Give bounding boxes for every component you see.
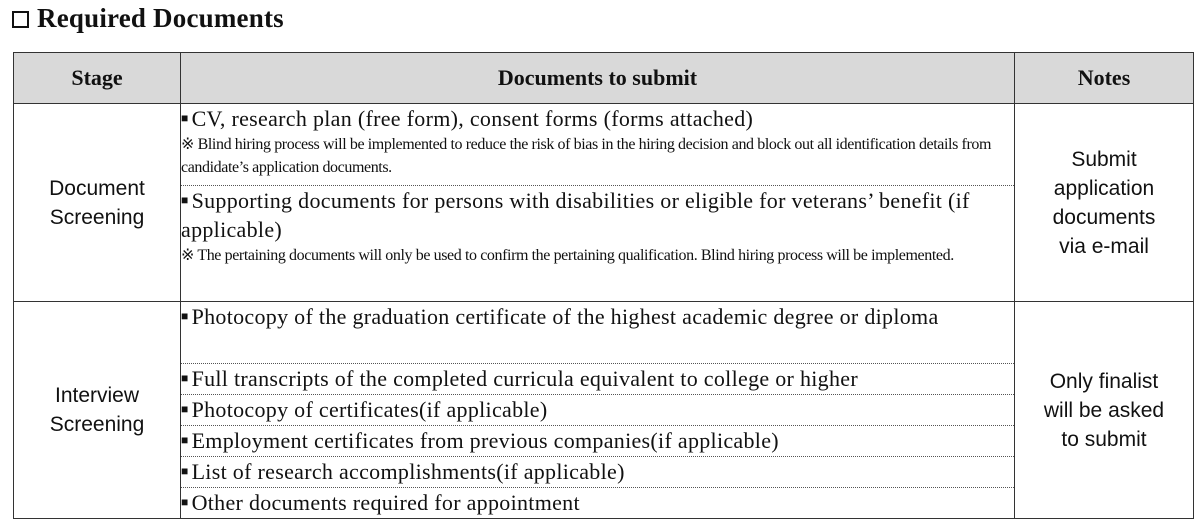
document-item	[181, 395, 1015, 426]
stage-document-screening	[14, 104, 181, 302]
table-row	[14, 302, 1194, 364]
notes-line: will be asked	[1043, 398, 1165, 422]
stage-line: Document	[49, 176, 145, 200]
document-item	[181, 426, 1015, 457]
document-item-note: ※ The pertaining documents will only be used to confirm the pertaining qualification. Blind hiring process will be implemented.	[181, 247, 954, 264]
stage-line: Screening	[49, 205, 145, 229]
notes-line: to submit	[1061, 427, 1147, 451]
document-item	[181, 364, 1015, 395]
header-documents: Documents to submit	[181, 53, 1015, 104]
notes-line: via e-mail	[1059, 234, 1149, 258]
page-title	[12, 2, 284, 34]
notes-interview-screening	[1015, 302, 1194, 519]
stage-line: Screening	[49, 413, 145, 436]
bullet-square-icon: ■	[181, 495, 189, 509]
document-item	[181, 302, 1015, 364]
document-item	[181, 488, 1015, 519]
bullet-square-icon: ■	[181, 371, 189, 385]
bullet-square-icon: ■	[181, 111, 189, 125]
document-item-text: CV, research plan (free form), consent forms (forms attached)	[191, 106, 754, 131]
notes-line: documents	[1052, 205, 1156, 229]
document-item-text: Supporting documents for persons with disabilities or eligible for veterans’ benefit (if applicable)	[181, 188, 970, 242]
notes-line: application	[1053, 176, 1155, 200]
checkbox-square-icon	[12, 11, 29, 28]
document-item	[181, 457, 1015, 488]
document-item-text: List of research accomplishments(if applicable)	[191, 459, 625, 484]
notes-line: Submit	[1071, 147, 1137, 171]
document-item	[181, 104, 1015, 186]
document-item-note: ※ Blind hiring process will be implemented to reduce the risk of bias in the hiring decision and block out all identification details from candidate’s application documents.	[181, 136, 992, 176]
notes-line: Only finalist	[1049, 369, 1159, 393]
header-notes: Notes	[1015, 53, 1194, 104]
document-item	[181, 186, 1015, 302]
bullet-square-icon: ■	[181, 464, 189, 478]
bullet-square-icon: ■	[181, 433, 189, 447]
bullet-square-icon: ■	[181, 402, 189, 416]
page-title-text: Required Documents	[37, 2, 284, 33]
required-documents-table	[13, 52, 1194, 519]
stage-line: Interview	[54, 384, 140, 407]
document-item-text: Employment certificates from previous companies(if applicable)	[191, 428, 779, 453]
table-header-row	[14, 53, 1194, 104]
bullet-square-icon: ■	[181, 193, 189, 207]
header-stage: Stage	[14, 53, 181, 104]
document-item-text: Full transcripts of the completed curricula equivalent to college or higher	[191, 366, 858, 391]
document-item-text: Photocopy of certificates(if applicable)	[191, 397, 548, 422]
notes-document-screening	[1015, 104, 1194, 302]
table-row	[14, 104, 1194, 186]
bullet-square-icon: ■	[181, 309, 189, 323]
document-item-text: Other documents required for appointment	[191, 490, 580, 515]
document-item-text: Photocopy of the graduation certificate of the highest academic degree or diploma	[191, 304, 939, 329]
stage-interview-screening	[14, 302, 181, 519]
